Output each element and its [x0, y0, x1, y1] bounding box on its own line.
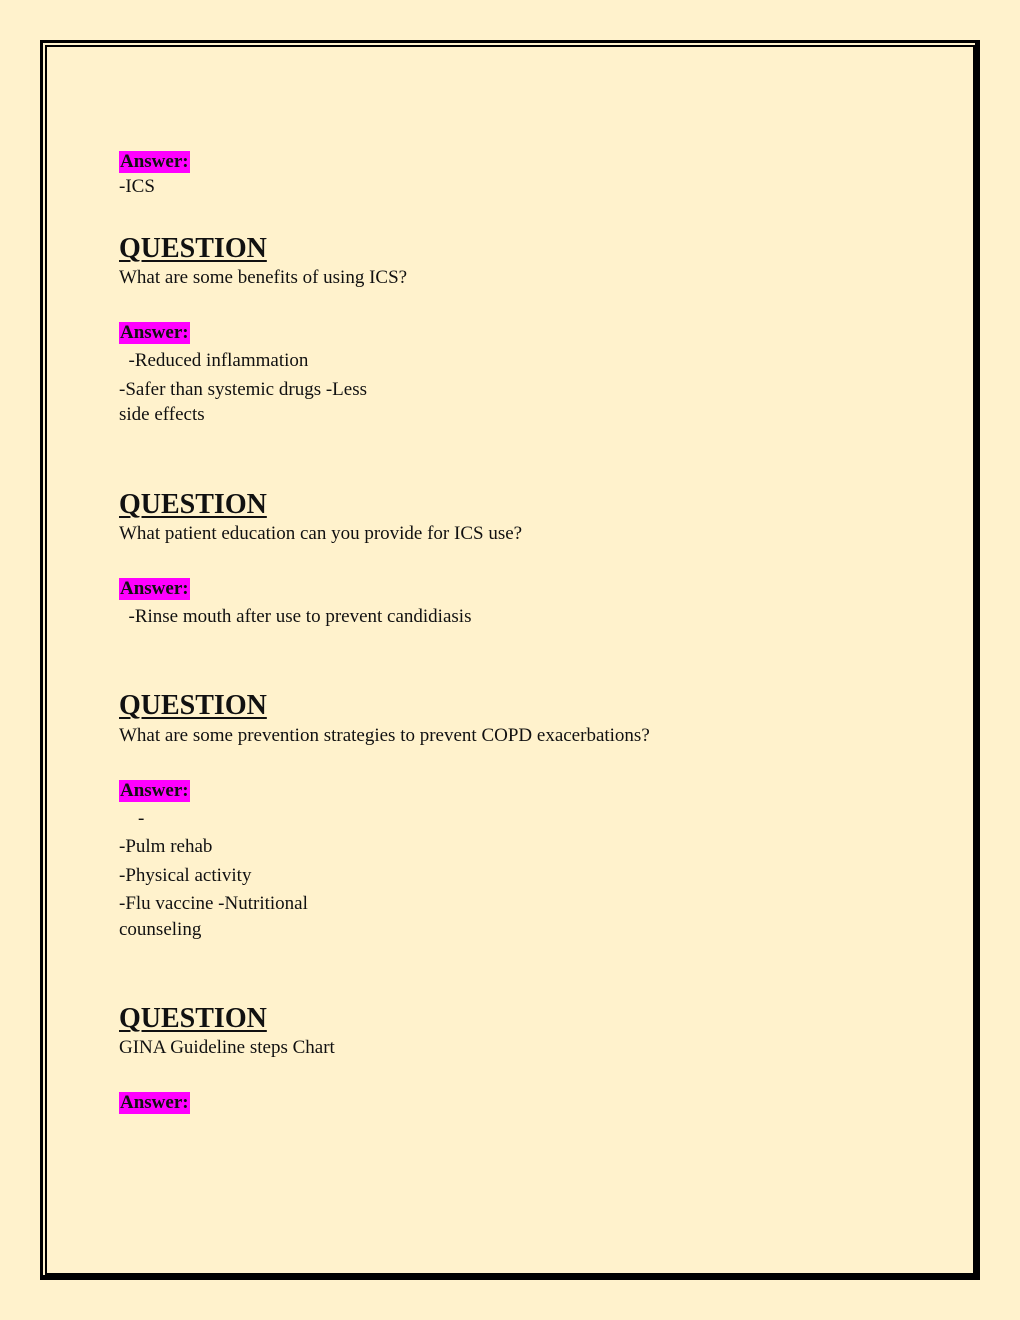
answer-text: -Physical activity: [119, 865, 252, 886]
page-border-shadow-bottom: [40, 1275, 980, 1280]
answer-text: -Flu vaccine -Nutritional: [119, 893, 308, 914]
answer-label: Answer:: [120, 322, 189, 343]
answer-label: Answer:: [120, 578, 189, 599]
question-heading: QUESTION: [119, 690, 267, 721]
answer-text: -ICS: [119, 176, 155, 197]
answer-text: -: [138, 808, 145, 829]
question-heading: QUESTION: [119, 233, 267, 264]
answer-label: Answer:: [120, 1092, 189, 1113]
question-text: What are some prevention strategies to prevent COPD exacerbations?: [119, 725, 650, 746]
page-border-shadow-right: [975, 40, 980, 1280]
answer-text: -Rinse mouth after use to prevent candidiasis: [119, 606, 472, 627]
answer-text: -Pulm rehab: [119, 836, 213, 857]
answer-label: Answer:: [120, 151, 189, 172]
answer-text: counseling: [119, 919, 202, 940]
question-text: What patient education can you provide for ICS use?: [119, 523, 523, 544]
question-text: What are some benefits of using ICS?: [119, 267, 408, 288]
page-border-inner: [45, 45, 975, 1275]
answer-label: Answer:: [120, 780, 189, 801]
answer-text: -Reduced inflammation: [119, 350, 309, 371]
answer-text: -Safer than systemic drugs -Less: [119, 379, 367, 400]
question-text: GINA Guideline steps Chart: [119, 1037, 335, 1058]
question-heading: QUESTION: [119, 1003, 267, 1034]
question-heading: QUESTION: [119, 489, 267, 520]
answer-text: side effects: [119, 404, 205, 425]
